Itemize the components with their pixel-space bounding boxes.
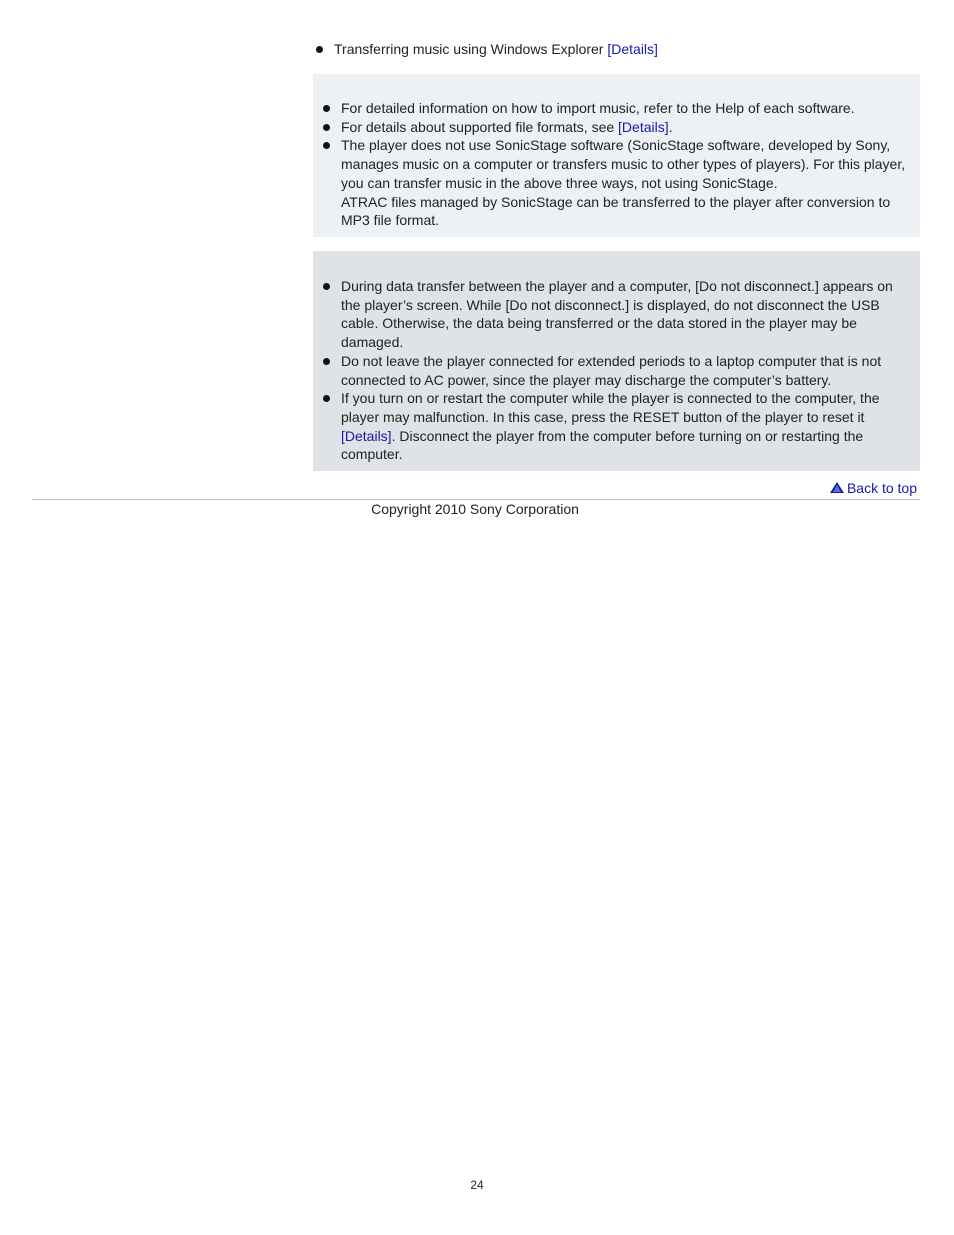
back-to-top-link[interactable] [830, 480, 917, 496]
list-item-text: For detailed information on how to import music, refer to the Help of each software. [341, 100, 855, 116]
details-link[interactable]: [Details] [341, 427, 392, 444]
top-list [313, 40, 913, 59]
back-to-top-label: Back to top [846, 480, 917, 496]
list-item-text: The player does not use SonicStage software (SonicStage software, developed by Sony, manages music on a computer or transfers music to other types of players). For this player, you can transfer music in the above three ways, not using SonicStage. [341, 137, 906, 191]
list-item-text: . [668, 118, 673, 135]
triangle-up-icon [830, 480, 844, 496]
top-section [313, 40, 913, 59]
caution-box [313, 251, 920, 471]
list-item-text: For details about supported file formats, see [341, 118, 619, 135]
list-item [313, 277, 912, 352]
list-item [313, 99, 912, 118]
note-box [313, 74, 920, 237]
list-item-text: If you turn on or restart the computer while the player is connected to the computer, the player may malfunction. In this case, press the RESET button of the player to reset it [341, 390, 880, 425]
list-item-text: . Disconnect the player from the computer before turning on or restarting the computer. [341, 427, 864, 463]
details-link[interactable]: [Details] [618, 118, 669, 135]
list-item-text: ATRAC files managed by SonicStage can be transferred to the player after conversion to MP3 file format. [341, 193, 891, 229]
list-item [313, 40, 913, 59]
list-item-text: Transferring music using Windows Explorer [334, 41, 608, 57]
list-item [313, 118, 912, 137]
list-item [313, 352, 912, 389]
list-item [313, 136, 912, 230]
caution-list [313, 277, 912, 464]
footer-divider [32, 499, 920, 500]
copyright-text: Copyright 2010 Sony Corporation [371, 501, 579, 517]
page-number: 24 [470, 1178, 484, 1192]
list-item-text: Do not leave the player connected for extended periods to a laptop computer that is not connected to AC power, since the player may discharge the computer’s battery. [341, 352, 882, 388]
list-item [313, 389, 912, 464]
list-item-text: During data transfer between the player and a computer, [Do not disconnect.] appears on the player’s screen. While [Do not disconnect.] is displayed, do not disconnect the USB cable. Otherwise, the data being transferred or the data stored in the player may be damaged. [341, 278, 893, 351]
details-link[interactable]: [Details] [607, 41, 658, 57]
note-list [313, 99, 912, 230]
